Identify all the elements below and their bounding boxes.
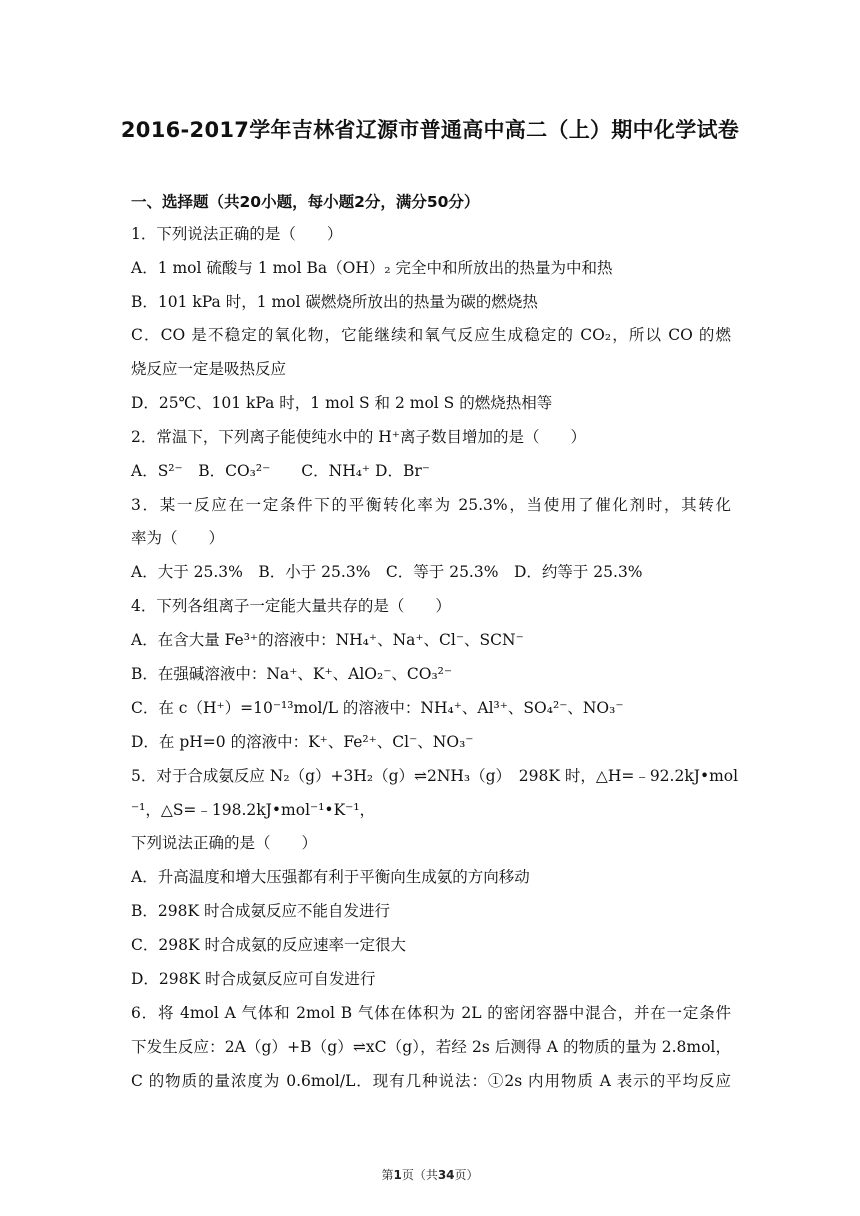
- question-4-stem: 4．下列各组离子一定能大量共存的是（ ）: [131, 597, 451, 615]
- section-heading: 一、选择题（共20小题，每小题2分，满分50分）: [131, 193, 480, 211]
- page-footer: [0, 1166, 860, 1183]
- question-2-options: A．S²⁻ B．CO₃²⁻ C．NH₄⁺ D．Br⁻: [131, 462, 430, 480]
- document-title: 2016-2017学年吉林省辽源市普通高中高二（上）期中化学试卷: [120, 118, 740, 142]
- footer-total-pages: 34: [437, 1168, 455, 1182]
- question-4-option-b: B．在强碱溶液中：Na⁺、K⁺、AlO₂⁻、CO₃²⁻: [131, 665, 453, 683]
- question-3-stem-cont: 率为（ ）: [131, 529, 225, 547]
- question-1-option-c-cont: 烧反应一定是吸热反应: [131, 360, 287, 378]
- question-5-stem: 5．对于合成氨反应 N₂（g）+3H₂（g）⇌2NH₃（g） 298K 时，△H=﹣92.2kJ•mol: [131, 767, 739, 785]
- question-1-option-b: B．101 kPa 时，1 mol 碳燃烧所放出的热量为碳的燃烧热: [131, 293, 538, 311]
- footer-prefix: 第: [381, 1168, 394, 1182]
- question-6-stem: 6．将 4mol A 气体和 2mol B 气体在体积为 2L 的密闭容器中混合，并在一定条件: [131, 1004, 731, 1022]
- question-5-option-d: D．298K 时合成氨反应可自发进行: [131, 970, 376, 988]
- question-4-option-d: D．在 pH=0 的溶液中：K⁺、Fe²⁺、Cl⁻、NO₃⁻: [131, 733, 474, 751]
- question-4-option-a: A．在含大量 Fe³⁺的溶液中：NH₄⁺、Na⁺、Cl⁻、SCN⁻: [131, 631, 524, 649]
- footer-middle: 页（共: [401, 1168, 438, 1182]
- footer-page-number: 1: [393, 1168, 402, 1182]
- question-5-stem-cont: ⁻¹，△S=﹣198.2kJ•mol⁻¹•K⁻¹，: [131, 801, 376, 819]
- question-1-option-d: D．25℃、101 kPa 时，1 mol S 和 2 mol S 的燃烧热相等: [131, 394, 553, 412]
- question-6-stem-cont-2: C 的物质的量浓度为 0.6mol/L．现有几种说法：①2s 内用物质 A 表示的平均反应: [131, 1072, 731, 1090]
- question-3-options: A．大于 25.3% B．小于 25.3% C．等于 25.3% D．约等于 25.3%: [131, 563, 643, 581]
- question-1-stem: 1．下列说法正确的是（ ）: [131, 225, 343, 243]
- question-1-option-a: A．1 mol 硫酸与 1 mol Ba（OH）₂ 完全中和所放出的热量为中和热: [131, 259, 613, 277]
- question-5-option-a: A．升高温度和增大压强都有利于平衡向生成氨的方向移动: [131, 868, 530, 886]
- question-3-stem: 3．某一反应在一定条件下的平衡转化率为 25.3%，当使用了催化剂时，其转化: [131, 496, 731, 514]
- question-4-option-c: C．在 c（H⁺）=10⁻¹³mol/L 的溶液中：NH₄⁺、Al³⁺、SO₄²⁻、NO₃⁻: [131, 699, 624, 717]
- question-2-stem: 2．常温下，下列离子能使纯水中的 H⁺离子数目增加的是（ ）: [131, 428, 586, 446]
- question-5-prompt: 下列说法正确的是（ ）: [131, 834, 318, 852]
- question-5-option-b: B．298K 时合成氨反应不能自发进行: [131, 902, 390, 920]
- footer-suffix: 页）: [454, 1168, 479, 1182]
- question-5-option-c: C．298K 时合成氨的反应速率一定很大: [131, 936, 406, 954]
- question-1-option-c: C．CO 是不稳定的氧化物，它能继续和氧气反应生成稳定的 CO₂，所以 CO 的燃: [131, 326, 731, 344]
- question-6-stem-cont-1: 下发生反应：2A（g）+B（g）⇌xC（g），若经 2s 后测得 A 的物质的量为 2.8mol，: [131, 1038, 731, 1056]
